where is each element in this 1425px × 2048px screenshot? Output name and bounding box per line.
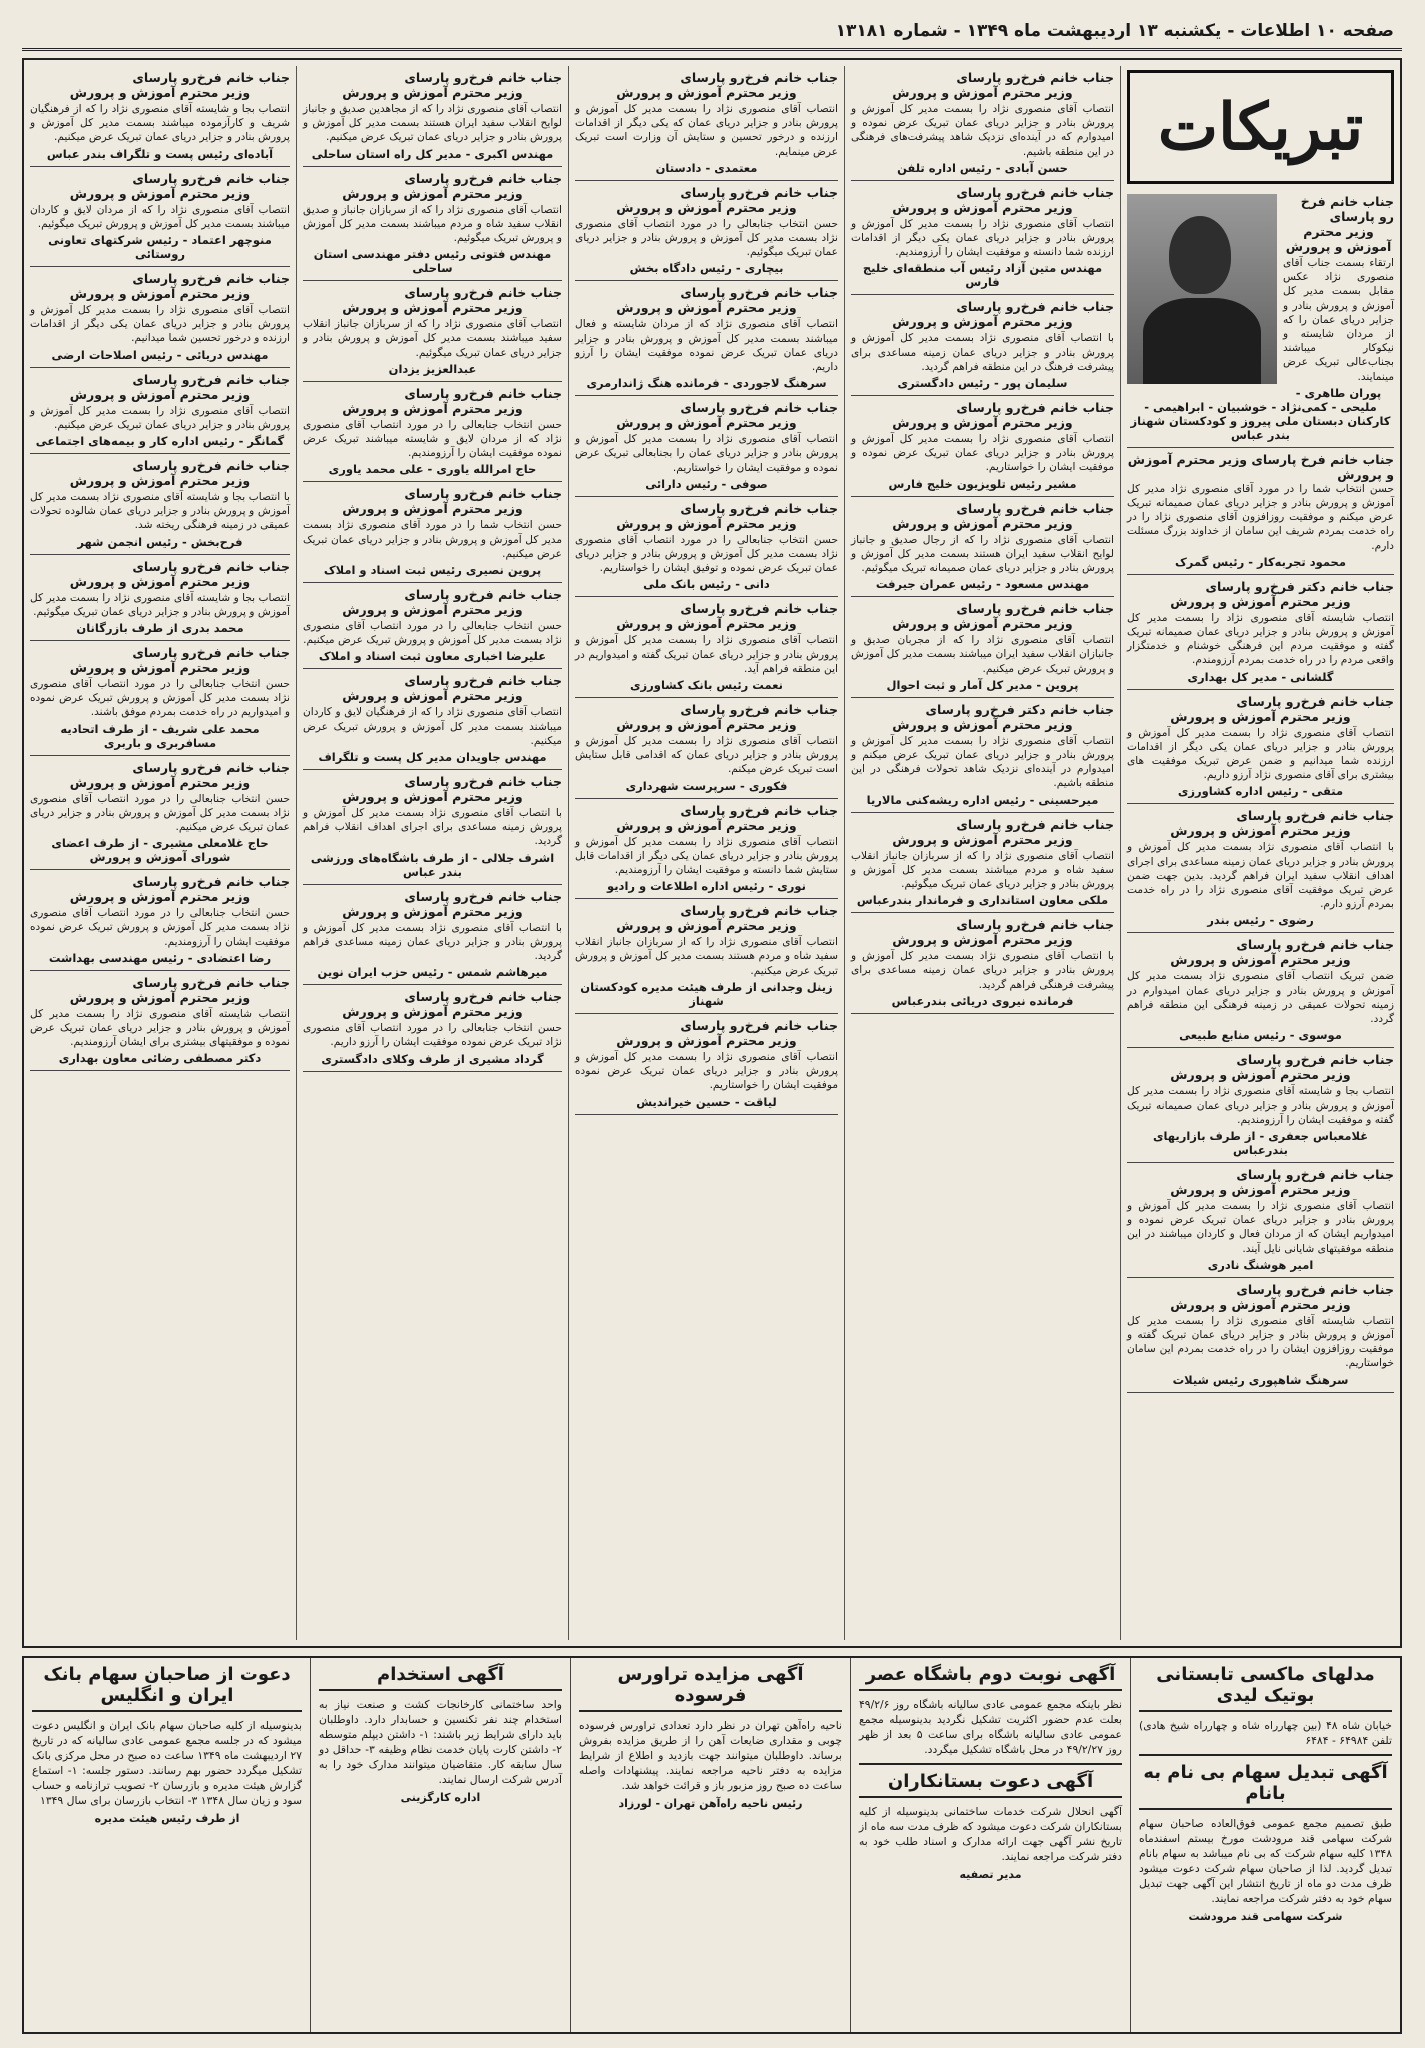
notice-signature: محمد بدری از طرف بازرگانان	[76, 621, 244, 636]
notice-heading: جناب خانم فرخ‌رو پارسای	[956, 299, 1114, 315]
notice-text: انتصاب آقای منصوری نژاد را که از مردان لایق و کاردان میباشند بسمت مدیر کل آموزش و پرورش تبریک میگوئیم.	[30, 203, 290, 230]
notice-text: حسن انتخاب شما را در مورد آقای منصوری نژاد مدیر کل آموزش و پرورش بنادر و جزایر دریای عمان صمیمانه تبریک عرض میکنم و موفقیت روزافزون آقای منصوری نژاد را در راه خدمت بمردم شریف این سامان از خداوند بزرگ مسئلت دارم.	[1127, 482, 1394, 552]
notice-subheading: وزیر محترم آموزش و پرورش	[616, 85, 797, 100]
congratulation-notice	[303, 985, 562, 1071]
notice-signature: امیر هوشنگ نادری	[1207, 1257, 1314, 1272]
notice-heading: جناب خانم فرخ‌رو پارسای	[404, 673, 562, 689]
congratulation-notice	[1127, 690, 1394, 805]
ad-title: آگهی نوبت دوم باشگاه عصر	[859, 1664, 1122, 1691]
congratulation-notice	[851, 295, 1114, 396]
ad-text: آگهی انحلال شرکت خدمات ساختمانی بدینوسیله از کلیه بستانکاران شرکت دعوت میشود که ظرف مدت سه ماه از تاریخ نشر آگهی جهت ارائه مدارک و اسناد طلب خود به دفتر شرکت مراجعه نمایند.	[859, 1805, 1122, 1863]
congratulation-notice	[30, 971, 290, 1072]
congratulation-notice	[575, 899, 838, 1014]
notice-subheading: وزیر محترم آموزش و پرورش	[69, 473, 251, 489]
notice-heading: جناب خانم فرخ‌رو پارسای	[404, 989, 562, 1005]
congratulation-notice	[30, 555, 290, 641]
classified-ads	[22, 1656, 1402, 2034]
notice-subheading: وزیر محترم آموزش و پرورش	[342, 501, 523, 517]
congratulation-notice	[30, 870, 290, 971]
ad-text: نظر باینکه مجمع عمومی عادی سالیانه باشگاه روز ۴۹/۲/۶ بعلت عدم حضور اکثریت تشکیل نگردید بدینوسیله مجمع عمومی عادی سالیانه باشگاه برای ساعت ۵ بعد از ظهر روز ۴۹/۲/۲۷ در محل باشگاه تشکیل میگردد.	[859, 1698, 1122, 1756]
notice-heading: جناب خانم فرخ‌رو پارسای	[1236, 1052, 1394, 1068]
page-header	[22, 14, 1402, 51]
notice-signature: ملکی معاون استانداری و فرماندار بندرعباس	[856, 893, 1109, 908]
notice-signature: گلشانی - مدیر کل بهداری	[1187, 669, 1334, 684]
notice-signature: مهندس اکبری - مدیر کل راه استان ساحلی	[311, 146, 554, 161]
notice-signature: اشرف جلالی - از طرف باشگاه‌های ورزشی بندر عباس	[310, 850, 555, 879]
notice-subheading: وزیر محترم آموزش و پرورش	[616, 817, 797, 833]
notice-subheading: وزیر محترم آموزش و پرورش	[616, 199, 797, 215]
notice-heading: جناب خانم فرخ‌رو پارسای	[404, 170, 562, 186]
congratulation-notice	[30, 454, 290, 555]
lead-notice	[1127, 190, 1394, 448]
notice-subheading: وزیر محترم آموزش و پرورش	[1170, 593, 1351, 609]
notice-text: انتصاب آقای منصوری نژاد را بسمت مدیر کل آموزش و پرورش بنادر و جزایر دریای عمان تبریک عرض میکنیم.	[30, 404, 290, 431]
notice-signature: دانی - رئیس بانک ملی	[643, 577, 770, 592]
notice-subheading: وزیر محترم آموزش و پرورش	[69, 85, 251, 100]
notice-text: انتصاب آقای منصوری نژاد را که از سربازان جانباز انقلاب سفید میباشند بسمت مدیر کل آموزش و پرورش بنادر و جزایر دریای عمان تبریک میگوئیم.	[303, 318, 562, 359]
notice-heading: جناب خانم فرخ‌رو پارسای	[404, 774, 562, 790]
congratulation-notice	[1127, 448, 1394, 575]
notice-text: حسن انتخاب جنابعالی را در مورد انتصاب آقای منصوری نژاد بسمت مدیر کل آموزش و پرورش بنادر و جزایر دریای عمان تبریک عرض میکنیم.	[30, 792, 290, 834]
notice-heading: جناب خانم فرخ‌رو پارسای	[956, 917, 1114, 933]
notice-text: با انتصاب بجا و شایسته آقای منصوری نژاد بسمت مدیر کل آموزش و پرورش بنادر و جزایر دریای عمان شالوده تحولات عمیقی در زمینه فرهنگی ریخته شد.	[30, 491, 290, 532]
notice-signature: حسن آبادی - رئیس اداره تلفن	[897, 160, 1068, 175]
notice-signature: دکتر مصطفی رضائی معاون بهداری	[58, 1051, 262, 1066]
notice-signature: معتمدی - دادستان	[655, 160, 758, 175]
notice-heading: جناب خانم فرخ‌رو پارسای	[680, 903, 838, 919]
notice-signature: رضوی - رئیس بندر	[1207, 913, 1314, 928]
section-title: تبریکات	[1127, 70, 1394, 184]
notice-subheading: وزیر محترم آموزش و پرورش	[69, 774, 251, 790]
notice-text: حسن انتخاب جنابعالی را در مورد انتصاب آقای منصوری نژاد بسمت مدیر کل آموزش و پرورش تبریک عرض میکنیم.	[303, 620, 562, 647]
notice-text: با انتصاب آقای منصوری نژاد بسمت مدیر کل آموزش و پرورش بنادر و جزایر دریای عمان زمینه مساعدی برای اجرای اهداف انقلاب سفید ایران فراهم گردید. بدین جهت ضمن عرض تبریک موفقیت آقای منصوری نژاد را در راه خدمت بمردم آرزو دارم.	[1127, 841, 1394, 911]
notice-text: انتصاب آقای منصوری نژاد را بسمت مدیر کل آموزش و پرورش بنادر و جزایر دریای عمان تبریک عرض نموده و امیدوارم که در آینده‌ای نزدیک شاهد پیشرفت‌های فرهنگی در این منطقه باشیم.	[851, 103, 1114, 158]
congratulation-notice	[1127, 1048, 1394, 1163]
newspaper-page	[22, 14, 1402, 2034]
notice-signature: متقی - رئیس اداره کشاورزی	[1177, 784, 1344, 799]
column-1	[1120, 66, 1400, 1640]
notice-text: حسن انتخاب جنابعالی را در مورد انتصاب آقای منصوری نژاد بسمت مدیر کل آموزش و پرورش بنادر و جزایر دریای عمان تبریک عرض نموده و توفیق ایشان را خواستاریم.	[575, 533, 838, 575]
notice-subheading: وزیر محترم آموزش و پرورش	[1170, 708, 1351, 724]
notice-text: انتصاب آقای منصوری نژاد را بسمت مدیر کل آموزش و پرورش بنادر و جزایر دریای عمان که اقدامی قابل ستایش است تبریک عرض میکنم.	[575, 735, 838, 776]
notice-subheading: وزیر محترم آموزش و پرورش	[342, 185, 523, 201]
notice-signature: فرمانده نیروی دریائی بندرعباس	[891, 993, 1074, 1008]
notice-heading: جناب خانم فرخ‌رو پارسای	[680, 184, 838, 200]
congratulation-notice	[851, 181, 1114, 296]
notice-text: حسن انتخاب جنابعالی را در مورد انتصاب آقای منصوری نژاد بسمت مدیر کل آموزش و پرورش تبریک عرض نموده و امیدواریم در راه خدمت بمردم موفق باشند.	[30, 678, 290, 719]
notice-signature: علیرضا اخباری معاون ثبت اسناد و املاک	[318, 649, 547, 664]
congratulation-notice	[303, 482, 562, 583]
congratulation-notice	[303, 669, 562, 770]
portrait-photo	[1127, 194, 1277, 384]
notice-signature: سلیمان پور - رئیس دادگستری	[897, 376, 1068, 391]
notice-subheading: وزیر محترم آموزش و پرورش	[616, 300, 797, 316]
ad-divider	[859, 1763, 1122, 1765]
notice-heading: جناب خانم فرخ‌رو پارسای	[404, 385, 562, 401]
column-4	[296, 66, 568, 1640]
notice-signature: منوچهر اعتماد - رئیس شرکتهای تعاونی روستائی	[48, 233, 272, 262]
notice-signature: میرهاشم شمس - رئیس حزب ایران نوین	[317, 965, 548, 980]
congratulation-notice	[575, 396, 838, 497]
ad-title: مدلهای ماکسی تابستانی بوتیک لیدی	[1139, 1664, 1392, 1712]
notice-text: انتصاب آقای منصوری نژاد را که از رجال صدیق و جانباز لوایح انقلاب سفید ایران هستند بسمت مدیر کل آموزش و پرورش بنادر و جزایر دریای عمان صمیمانه تبریک میگوئیم.	[851, 533, 1114, 575]
notice-subheading: وزیر محترم آموزش و پرورش	[892, 314, 1073, 330]
congratulation-notice	[575, 181, 838, 282]
notice-heading: جناب خانم فرخ‌رو پارسای	[132, 170, 290, 186]
notice-subheading: وزیر محترم آموزش و پرورش	[616, 616, 797, 632]
notice-heading: جناب خانم فرخ‌رو پارسای	[132, 371, 290, 387]
notice-heading: جناب خانم فرخ رو پارسای	[1300, 194, 1394, 224]
notice-text: با انتصاب آقای منصوری نژاد بسمت مدیر کل آموزش و پرورش زمینه مساعدی برای اجرای اهداف انقلاب فراهم گردید.	[303, 807, 562, 848]
notice-subheading: وزیر محترم آموزش و پرورش	[892, 932, 1073, 948]
notice-subheading: وزیر محترم آموزش و پرورش	[342, 903, 523, 919]
congratulation-notice	[30, 641, 290, 756]
notice-subheading: وزیر محترم آموزش و پرورش	[69, 185, 251, 201]
notice-signature: غلامعباس جعفری - از طرف بازاریهای بندرعباس	[1152, 1128, 1369, 1157]
notice-text: انتصاب آقای منصوری نژاد را بسمت مدیر کل آموزش و پرورش بنادر و جزایر دریای عمان تبریک عرض میکنم و امیدوارم در آینده‌ای نزدیک شاهد تحولات فرهنگی در این منطقه باشیم.	[851, 734, 1114, 790]
notice-heading: جناب خانم فرخ‌رو پارسای	[680, 70, 838, 85]
ad-text: طبق تصمیم مجمع عمومی فوق‌العاده صاحبان سهام شرکت سهامی قند مرودشت مورخ بیستم اسفندماه ۱۳۴۸ کلیه سهام شرکت که بی نام میباشد به سهام بانام تبدیل گردید. لذا از صاحبان سهام شرکت دعوت میشود ظرف مدت دو ماه از تاریخ انتشار این آگهی جهت تبدیل سهام خود به دفتر شرکت مراجعه نمایند.	[1139, 1817, 1392, 1905]
notice-subheading: وزیر محترم آموزش و پرورش	[69, 573, 251, 589]
notice-subheading: وزیر محترم آموزش و پرورش	[892, 415, 1073, 431]
notice-heading: جناب خانم فرخ‌رو پارسای	[1236, 937, 1394, 953]
congratulation-notice	[303, 770, 562, 885]
ad-signature: مدیر تصفیه	[959, 1868, 1022, 1881]
notice-signature: آباده‌ای رئیس پست و تلگراف بندر عباس	[46, 146, 274, 161]
notice-heading: جناب خانم فرخ‌رو پارسای	[404, 285, 562, 301]
notice-text: حسن انتخاب شما را در مورد آقای منصوری نژاد بسمت مدیر کل آموزش و پرورش بنادر و جزایر دریای عمان تبریک عرض میکنیم.	[303, 519, 562, 560]
notice-heading: جناب خانم دکتر فرخ‌رو پارسای	[1205, 578, 1394, 594]
notice-subheading: وزیر محترم آموزش و پرورش	[69, 286, 251, 302]
notice-signature: موسوی - رئیس منابع طبیعی	[1179, 1028, 1342, 1043]
congratulation-notice	[30, 66, 290, 167]
congratulation-notice	[303, 66, 562, 167]
congratulation-notice	[851, 497, 1114, 598]
notice-heading: جناب خانم فرخ‌رو پارسای	[956, 500, 1114, 516]
ad-signature: اداره کارگزینی	[400, 1791, 481, 1804]
ad-title: آگهی مزایده تراورس فرسوده	[579, 1664, 842, 1712]
ad-text: بدینوسیله از کلیه صاحبان سهام بانک ایران و انگلیس دعوت میشود که در جلسه مجمع عمومی عادی سالیانه که در تاریخ ۲۷ اردیبهشت ماه ۱۳۴۹ ساعت ده صبح در محل مرکزی بانک تشکیل میگردد حضور بهم رسانند. دستور جلسه: ۱- استماع گزارش هیئت مدیره و بازرسان ۲- تصویب ترازنامه و حساب سود و زیان سال ۱۳۴۸ ۳- انتخاب بازرسان برای سال ۱۳۴۹	[32, 1719, 303, 1807]
notice-signature: مهندس جاویدان مدیر کل پست و تلگراف	[318, 750, 547, 765]
notice-signature: محمود تجربه‌کار - رئیس گمرک	[1175, 554, 1346, 569]
ad-signature: شرکت سهامی قند مرودشت	[1188, 1910, 1343, 1923]
notice-subheading: وزیر محترم آموزش و پرورش	[616, 717, 797, 733]
notice-signature: بیچاری - رئیس دادگاه بخش	[629, 261, 784, 276]
notice-signature: لیاقت - حسین خیراندیش	[636, 1094, 777, 1109]
notice-signature: سرهنگ شاهپوری رئیس شیلات	[1172, 1372, 1349, 1387]
notice-text: انتصاب آقای منصوری نژاد را بسمت مدیر کل آموزش و پرورش بنادر و جزایر دریای عمان که یکی دیگر از اقدامات ارزنده و درخور تحسین و ستایش آن وزارت است تبریک عرض مینمایم.	[575, 103, 838, 158]
notice-subheading: وزیر محترم آموزش و پرورش	[69, 386, 251, 402]
notice-heading: جناب خانم فرخ‌رو پارسای	[404, 587, 562, 603]
notice-heading: جناب خانم فرخ‌رو پارسای	[956, 184, 1114, 200]
notice-text: انتصاب آقای منصوری نژاد که از مردان شایسته و فعال میباشند بسمت مدیر کل آموزش و پرورش بنادر و جزایر دریای عمان تبریک عرض نموده موفقیت ایشان را آرزو داریم.	[575, 318, 838, 374]
notice-text: انتصاب آقای منصوری نژاد را بسمت مدیر کل آموزش و پرورش بنادر و جزایر دریای عمان تبریک عرض نموده و امیدواریم ایشان که از مردان فعال و کاردان میباشند در این منطقه موفقیتهای شایانی نایل آیند.	[1127, 1199, 1394, 1255]
ad-divider	[1139, 1754, 1392, 1756]
notice-text: ضمن تبریک انتصاب آقای منصوری نژاد بسمت مدیر کل آموزش و پرورش بنادر و جزایر دریای عمان امیدوارم در زمینه تحولات عمیقی در زمینه فرهنگی این منطقه فراهم گردد.	[1127, 970, 1394, 1026]
notice-text: حسن انتخاب جنابعالی را در مورد انتصاب آقای منصوری نژاد تبریک عرض نموده موفقیت ایشان را آرزو داریم.	[303, 1022, 562, 1049]
congratulation-notice	[1127, 575, 1394, 690]
notice-subheading: وزیر محترم آموزش و پرورش	[1170, 1067, 1351, 1083]
ad-column	[850, 1658, 1130, 2032]
notice-heading: جناب خانم فرخ‌رو پارسای	[956, 601, 1114, 617]
notice-subheading: وزیر محترم آموزش و پرورش	[892, 716, 1073, 732]
ad-signature: رئیس ناحیه راه‌آهن تهران - لورزاد	[618, 1797, 803, 1810]
notice-signature: محمد علی شریف - از طرف اتحادیه مسافربری و باربری	[60, 721, 260, 750]
ad-column	[24, 1658, 310, 2032]
notice-text: انتصاب بجا و شایسته آقای منصوری نژاد را که از فرهنگیان شریف و کارآزموده میباشند بسمت مدیر کل آموزش و پرورش بنادر و جزایر دریای عمان تبریک عرض میکنیم.	[30, 103, 290, 144]
congratulation-notice	[30, 167, 290, 267]
congratulation-notice	[303, 583, 562, 669]
notice-heading: جناب خانم فرخ‌رو پارسای	[1236, 808, 1394, 824]
notice-heading: جناب خانم فرخ‌رو پارسای	[680, 702, 838, 718]
notice-text: حسن انتخاب جنابعالی را در مورد انتصاب آقای منصوری نژاد بسمت مدیر کل آموزش و پرورش بنادر و جزایر دریای عمان تبریک میگوئیم.	[575, 217, 838, 259]
column-5	[24, 66, 296, 1640]
notice-subheading: وزیر محترم آموزش و پرورش	[69, 889, 251, 905]
notice-signature: مهندس متین آزاد رئیس آب منطقه‌ای خلیج فارس	[862, 261, 1103, 290]
notice-heading: جناب خانم فرخ‌رو پارسای	[1236, 693, 1394, 709]
notice-heading: جناب خانم فرخ پارسای وزیر محترم آموزش و پرورش	[1127, 451, 1394, 482]
notice-text: حسن انتخاب جنابعالی را در مورد انتصاب آقای منصوری نژاد که از مردان لایق و شایسته میباشند تبریک عرض نموده موفقیت ایشان را آرزومندیم.	[303, 418, 562, 460]
congratulation-notice	[851, 66, 1114, 181]
notice-text: انتصاب آقای منصوری نژاد را بسمت مدیر کل آموزش و پرورش بنادر و جزایر دریای عمان تبریک گفته و امیدواریم در این منطقه فراهم آید.	[575, 634, 838, 675]
congratulation-notice	[303, 382, 562, 483]
notice-heading: جناب خانم فرخ‌رو پارسای	[956, 400, 1114, 416]
notice-heading: جناب خانم فرخ‌رو پارسای	[680, 1017, 838, 1033]
header-info: صفحه ۱۰ اطلاعات - یکشنبه ۱۳ اردیبهشت ماه ۱۳۴۹ - شماره ۱۳۱۸۱	[835, 21, 1394, 41]
notice-subheading: وزیر محترم آموزش و پرورش	[342, 300, 523, 316]
notice-signature: عبدالعزیز یزدان	[388, 361, 477, 376]
notice-subheading: وزیر محترم آموزش و پرورش	[342, 688, 523, 704]
congratulation-notice	[303, 885, 562, 986]
notice-subheading: وزیر محترم آموزش و پرورش	[1170, 1181, 1351, 1197]
notice-heading: جناب خانم فرخ‌رو پارسای	[132, 645, 290, 661]
notice-text: انتصاب آقای منصوری نژاد را بسمت مدیر کل آموزش و پرورش بنادر و جزایر دریای عمان یکی دیگر از اقدامات ارزنده شما میدانیم و ضمن عرض تبریک موفقیت های بیشتری برای آقای منصوری نژاد آرزو داریم.	[1127, 726, 1394, 782]
notice-heading: جناب خانم فرخ‌رو پارسای	[404, 888, 562, 904]
notice-subheading: وزیر محترم آموزش و پرورش	[342, 1004, 523, 1020]
congratulation-notice	[30, 368, 290, 454]
notice-text: انتصاب شایسته آقای منصوری نژاد را بسمت مدیر کل آموزش و پرورش بنادر و جزایر دریای عمان صمیمانه تبریک گفته و موفقیت مردم این فرهنگی خوشنام و خدمتگزار واقعی مردم را در راه خدمت بمردم آرزومندم.	[1127, 611, 1394, 667]
notice-heading: جناب خانم فرخ‌رو پارسای	[680, 601, 838, 617]
notice-heading: جناب خانم فرخ‌رو پارسای	[132, 458, 290, 474]
notice-signature: صوفی - رئیس دارائی	[645, 476, 768, 491]
notice-subheading: وزیر محترم آموزش و پرورش	[892, 199, 1073, 215]
congratulation-notice	[575, 66, 838, 181]
notice-subheading: وزیر محترم آموزش و پرورش	[892, 515, 1073, 531]
notice-subheading: وزیر محترم آموزش و پرورش	[342, 602, 523, 618]
notice-subheading: وزیر محترم آموزش و پرورش	[342, 85, 523, 100]
notice-signature: مهندس فتوتی رئیس دفتر مهندسی استان ساحلی	[313, 247, 552, 276]
notice-heading: جناب خانم فرخ‌رو پارسای	[132, 974, 290, 990]
notice-text: انتصاب آقای منصوری نژاد را بسمت مدیر کل آموزش و پرورش بنادر و جزایر دریای عمان یکی دیگر از اقدامات قابل ستایش شما دانسته و موفقیت ایشان را آرزومندیم.	[575, 835, 838, 877]
congratulation-notice	[575, 281, 838, 396]
congratulation-notice	[30, 267, 290, 368]
congratulation-notice	[851, 396, 1114, 497]
notice-subheading: وزیر محترم آموزش و پرورش	[616, 515, 797, 531]
notice-signature: نوری - رئیس اداره اطلاعات و رادیو	[607, 879, 806, 894]
ad-signature: از طرف رئیس هیئت مدیره	[94, 1812, 240, 1825]
notice-subheading: وزیر محترم آموزش و پرورش	[892, 85, 1073, 100]
notice-text: انتصاب شایسته آقای منصوری نژاد را بسمت مدیر کل آموزش و پرورش بنادر و جزایر دریای عمان تبریک عرض نموده و موفقیتهای بیشتری برای ایشان آرزومندیم.	[30, 1007, 290, 1049]
notice-subheading: وزیر محترم آموزش و پرورش	[69, 660, 251, 676]
notice-text: انتصاب آقای منصوری نژاد را بسمت مدیر کل آموزش و پرورش بنادر و جزایر دریای عمان تبریک عرض نموده و موفقیت ایشان را خواستاریم.	[851, 433, 1114, 474]
notice-signature: فرح‌بخش - رئیس انجمن شهر	[77, 534, 243, 549]
congratulation-notice	[575, 1014, 838, 1115]
congratulation-notice	[1127, 1278, 1394, 1393]
congratulation-notice	[851, 913, 1114, 1014]
notice-subheading: وزیر محترم آموزش و پرورش	[616, 415, 797, 431]
notice-subheading: وزیر محترم آموزش و پرورش	[892, 831, 1073, 847]
congratulation-notice	[575, 497, 838, 598]
notice-heading: جناب خانم دکتر فرخ‌رو پارسای	[925, 701, 1114, 717]
notice-signature: حاج امرالله یاوری - علی محمد یاوری	[328, 462, 537, 477]
congratulation-notice	[575, 597, 838, 698]
notice-text: انتصاب آقای منصوری نژاد را بسمت مدیر کل آموزش و پرورش بنادر و جزایر دریای عمان یکی دیگر از اقدامات ارزنده شما دانسته و موفقیت ایشان را آرزومندیم.	[851, 217, 1114, 259]
congratulation-notice	[303, 167, 562, 282]
notice-heading: جناب خانم فرخ‌رو پارسای	[956, 816, 1114, 832]
ad-text: ناحیه راه‌آهن تهران در نظر دارد تعدادی تراورس فرسوده چوبی و مقداری ضایعات آهن را از طریق مزایده بفروش برساند. داوطلبان میتوانند جهت بازدید و اطلاع از شرایط مزایده به دفتر ناحیه مراجعه نمایند. پیشنهادات واصله ساعت ده صبح روز مزبور باز و قرائت خواهد شد.	[579, 1719, 842, 1792]
notice-text: با انتصاب آقای منصوری نژاد بسمت مدیر کل آموزش و پرورش بنادر و جزایر دریای عمان زمینه مساعدی برای پیشرفت فرهنگی فراهم گردید.	[851, 950, 1114, 991]
notice-signature: پروین نصیری رئیس ثبت اسناد و املاک	[323, 563, 542, 578]
notice-signature: میرحسینی - رئیس اداره ریشه‌کنی مالاریا	[866, 792, 1099, 807]
notice-signature: حاج غلامعلی مشیری - از طرف اعضای شورای آموزش و پرورش	[51, 836, 269, 865]
notice-signature: مهندس دریائی - رئیس اصلاحات ارضی	[51, 347, 269, 362]
notice-signature: زینل وجدانی از طرف هیئت مدیره کودکستان شهناز	[580, 979, 833, 1008]
notice-heading: جناب خانم فرخ‌رو پارسای	[680, 500, 838, 516]
notice-signature: پوران طاهری - ملیحی - کمی‌نژاد - خوشبیان - ابراهیمی - کارکنان دبستان ملی پیروز و کودکستان شهناز بندر عباس	[1130, 385, 1391, 442]
notice-heading: جناب خانم فرخ‌رو پارسای	[132, 271, 290, 287]
notice-text: انتصاب بجا و شایسته آقای منصوری نژاد را بسمت مدیر کل آموزش و پرورش بنادر و جزایر دریای عمان تبریک میگوئیم.	[30, 591, 290, 618]
congratulation-notice	[1127, 933, 1394, 1048]
congratulation-notice	[1127, 1163, 1394, 1278]
notice-text: انتصاب آقای منصوری نژاد را که از سربازان جانباز و صدیق انقلاب سفید شاه و مردم میباشند بسمت مدیر کل آموزش و پرورش تبریک میگوئیم.	[303, 203, 562, 245]
notice-text: انتصاب آقای منصوری نژاد را بسمت مدیر کل آموزش و پرورش بنادر و جزایر دریای عمان را بجنابعالی تبریک عرض نموده و موفقیت ایشان را خواستاریم.	[575, 433, 838, 474]
ad-title: آگهی تبدیل سهام بی نام به بانام	[1139, 1762, 1392, 1810]
ad-column	[1130, 1658, 1400, 2032]
notice-heading: جناب خانم فرخ‌رو پارسای	[132, 759, 290, 775]
notice-subheading: وزیر محترم آموزش و پرورش	[616, 918, 797, 934]
congratulations-section	[22, 58, 1402, 1648]
notice-text: انتصاب آقای منصوری نژاد را بسمت مدیر کل آموزش و پرورش بنادر و جزایر دریای عمان یکی دیگر از اقدامات ارزنده و درخور تحسین شما میدانیم.	[30, 304, 290, 345]
notice-text: با انتصاب آقای منصوری نژاد بسمت مدیر کل آموزش و پرورش بنادر و جزایر دریای عمان زمینه مساعدی فراهم گردید.	[303, 921, 562, 963]
congratulation-notice	[851, 597, 1114, 698]
notice-text: انتصاب بجا و شایسته آقای منصوری نژاد را بسمت مدیر کل آموزش و پرورش بنادر و جزایر دریای عمان صمیمانه تبریک گفته و موفقیت ایشان را آرزومندیم.	[1127, 1085, 1394, 1126]
notice-signature: سرهنگ لاجوردی - فرمانده هنگ ژاندارمری	[586, 376, 827, 391]
notice-signature: فکوری - سرپرست شهرداری	[625, 778, 788, 793]
notice-signature: نعمت رئیس بانک کشاورزی	[630, 678, 783, 693]
ad-text: خیابان شاه ۴۸ (بین چهارراه شاه و چهارراه شیخ هادی) تلفن ۶۴۹۸۴ - ۶۴۸۴	[1139, 1719, 1392, 1747]
notice-text: با انتصاب آقای منصوری نژاد بسمت مدیر کل آموزش و پرورش بنادر و جزایر دریای عمان زمینه مساعدی برای پیشرفت فرهنگ در این منطقه فراهم گردید.	[851, 332, 1114, 373]
congratulation-notice	[575, 799, 838, 900]
notice-subheading: وزیر محترم آموزش و پرورش	[1170, 823, 1351, 839]
notice-signature: مشیر رئیس تلویزیون خلیج فارس	[888, 476, 1077, 491]
ad-title: دعوت از صاحبان سهام بانک ایران و انگلیس	[32, 1664, 302, 1712]
notice-text: انتصاب آقای منصوری نژاد را که از مجربان صدیق و جانبازان انقلاب سفید ایران میباشند بسمت مدیر کل آموزش و پرورش تبریک عرض میکنیم.	[851, 634, 1114, 675]
notice-subheading: وزیر محترم آموزش و پرورش	[1285, 224, 1392, 254]
notice-heading: جناب خانم فرخ‌رو پارسای	[680, 400, 838, 416]
notice-subheading: وزیر محترم آموزش و پرورش	[342, 789, 523, 805]
notice-subheading: وزیر محترم آموزش و پرورش	[342, 400, 523, 416]
notice-heading: جناب خانم فرخ‌رو پارسای	[404, 486, 562, 502]
notice-heading: جناب خانم فرخ‌رو پارسای	[1236, 1166, 1394, 1182]
notice-text: حسن انتخاب جنابعالی را در مورد انتصاب آقای منصوری نژاد بسمت مدیر کل آموزش و پرورش تبریک عرض نموده موفقیت ایشان را آرزومندیم.	[30, 907, 290, 948]
ad-text: واحد ساختمانی کارخانجات کشت و صنعت نیاز به استخدام چند نفر تکنسین و حسابدار دارد. داوطلبان باید دارای شرایط زیر باشند: ۱- داشتن دیپلم متوسطه ۲- داشتن کارت پایان خدمت نظام وظیفه ۳- حداقل دو سال سابقه کار. متقاضیان میتوانند مدارک خود را به آدرس شرکت ارسال نمایند.	[319, 1698, 563, 1786]
congratulation-notice	[851, 813, 1114, 914]
congratulation-notice	[575, 698, 838, 799]
ad-column	[570, 1658, 850, 2032]
congratulation-notice	[851, 698, 1114, 813]
notice-text: انتصاب آقای منصوری نژاد را که از فرهنگیان لایق و کاردان میباشند بسمت مدیر کل آموزش و پرورش تبریک عرض میکنیم.	[303, 706, 562, 747]
column-2	[844, 66, 1120, 1640]
ad-column	[310, 1658, 570, 2032]
notice-heading: جناب خانم فرخ‌رو پارسای	[680, 285, 838, 301]
notice-subheading: وزیر محترم آموزش و پرورش	[1170, 1296, 1351, 1312]
notice-signature: گمانگر - رئیس اداره کار و بیمه‌های اجتماعی	[35, 434, 285, 449]
notice-signature: گرداد مشیری از طرف وکلای دادگستری	[321, 1051, 544, 1066]
notice-text: انتصاب آقای منصوری نژاد را که از مجاهدین صدیق و جانباز لوایح انقلاب سفید ایران هستند بسمت مدیر کل آموزش و پرورش بنادر و جزایر دریای عمان تبریک عرض میکنیم.	[303, 103, 562, 144]
notice-text: انتصاب آقای منصوری نژاد را که از سربازان جانباز انقلاب سفید شاه و مردم هستند بسمت مدیر کل آموزش و پرورش تبریک عرض میکنیم.	[575, 936, 838, 977]
notice-heading: جناب خانم فرخ‌رو پارسای	[404, 70, 562, 85]
notice-heading: جناب خانم فرخ‌رو پارسای	[132, 70, 290, 85]
notice-subheading: وزیر محترم آموزش و پرورش	[69, 989, 251, 1005]
notice-subheading: وزیر محترم آموزش و پرورش	[1170, 952, 1351, 968]
notice-signature: پروین - مدیر کل آمار و ثبت احوال	[886, 677, 1079, 692]
congratulation-notice	[30, 756, 290, 871]
notice-text: ارتقاء بسمت جناب آقای منصوری نژاد عکس مقابل بسمت مدیر کل آموزش و پرورش بنادر و جزایر دریای عمان را که از مردان شایسته و نیکوکار میباشند بجناب‌عالی تبریک عرض مینمایند.	[1283, 257, 1394, 383]
notice-heading: جناب خانم فرخ‌رو پارسای	[1236, 1281, 1394, 1297]
column-3	[568, 66, 844, 1640]
notice-signature: مهندس مسعود - رئیس عمران جیرفت	[875, 577, 1090, 592]
notice-heading: جناب خانم فرخ‌رو پارسای	[956, 70, 1114, 85]
notice-subheading: وزیر محترم آموزش و پرورش	[892, 616, 1073, 632]
congratulation-notice	[1127, 804, 1394, 933]
notice-heading: جناب خانم فرخ‌رو پارسای	[680, 802, 838, 818]
ad-title: آگهی استخدام	[319, 1664, 562, 1691]
ad-title: آگهی دعوت بستانکاران	[859, 1771, 1122, 1798]
notice-text: انتصاب آقای منصوری نژاد را که از سربازان جانباز انقلاب سفید شاه و مردم میباشند بسمت مدیر کل آموزش و پرورش بنادر و جزایر دریای عمان تبریک میگوئیم.	[851, 849, 1114, 891]
notice-text: انتصاب شایسته آقای منصوری نژاد را بسمت مدیر کل آموزش و پرورش بنادر و جزایر دریای عمان تبریک گفته و موفقیت روزافزون ایشان را در راه خدمت بمردم این سامان خواستاریم.	[1127, 1314, 1394, 1370]
congratulation-notice	[303, 281, 562, 382]
notice-signature: رضا اعتضادی - رئیس مهندسی بهداشت	[48, 950, 272, 965]
notice-text: انتصاب آقای منصوری نژاد را بسمت مدیر کل آموزش و پرورش بنادر و جزایر دریای عمان تبریک عرض نموده موفقیت ایشان را خواستاریم.	[575, 1050, 838, 1092]
notice-heading: جناب خانم فرخ‌رو پارسای	[132, 558, 290, 574]
notice-heading: جناب خانم فرخ‌رو پارسای	[132, 874, 290, 890]
notice-subheading: وزیر محترم آموزش و پرورش	[616, 1032, 797, 1048]
